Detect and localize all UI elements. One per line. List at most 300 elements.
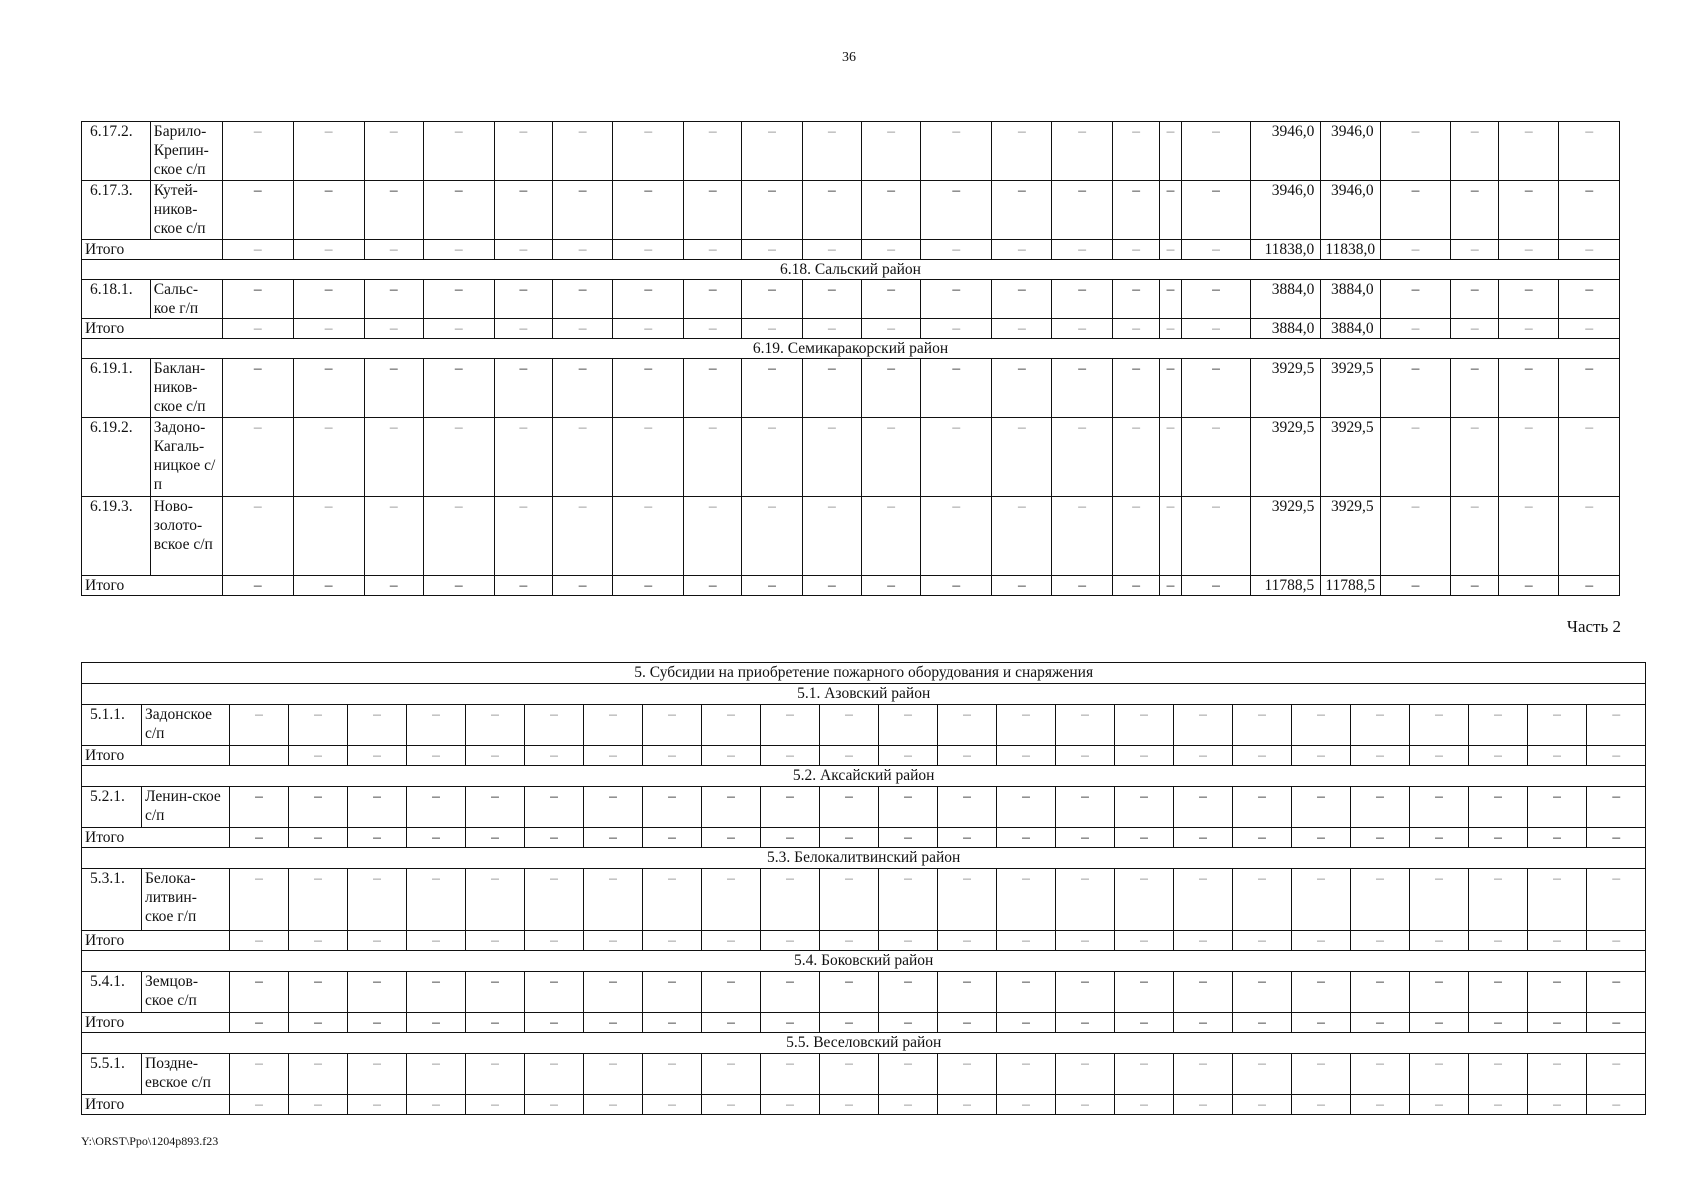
value-cell: 3929,5 (1251, 359, 1321, 418)
empty-dash-cell: – (1559, 576, 1620, 596)
empty-dash-cell: – (820, 869, 879, 931)
empty-dash-cell: – (1380, 319, 1451, 339)
empty-dash-cell: – (494, 122, 552, 181)
empty-dash-cell: – (348, 1013, 407, 1033)
empty-dash-cell: – (820, 972, 879, 1013)
empty-dash-cell: – (1292, 787, 1351, 828)
empty-dash-cell: – (289, 972, 348, 1013)
empty-dash-cell: – (1056, 787, 1115, 828)
empty-dash-cell: – (289, 746, 348, 766)
table-row (82, 359, 1620, 418)
empty-dash-cell: – (742, 181, 802, 240)
empty-dash-cell: – (230, 1095, 289, 1115)
empty-dash-cell: – (613, 240, 684, 260)
empty-dash-cell: – (1115, 972, 1174, 1013)
empty-dash-cell: – (992, 418, 1052, 497)
empty-dash-cell: – (742, 280, 802, 319)
empty-dash-cell: – (364, 122, 423, 181)
empty-dash-cell: – (802, 181, 861, 240)
empty-dash-cell: – (1587, 828, 1646, 848)
empty-dash-cell: – (643, 869, 702, 931)
empty-dash-cell: – (1056, 1054, 1115, 1095)
empty-dash-cell: – (466, 931, 525, 951)
empty-dash-cell: – (1451, 359, 1499, 418)
empty-dash-cell: – (1112, 576, 1160, 596)
empty-dash-cell: – (997, 972, 1056, 1013)
empty-dash-cell: – (348, 931, 407, 951)
empty-dash-cell: – (1115, 787, 1174, 828)
row-name: Задонское с/п (142, 705, 230, 746)
empty-dash-cell: – (1410, 705, 1469, 746)
section-title: 5.3. Белокалитвинский район (82, 848, 1646, 869)
value-cell: 11838,0 (1321, 240, 1380, 260)
empty-dash-cell: – (1052, 240, 1112, 260)
empty-dash-cell: – (921, 240, 992, 260)
empty-dash-cell: – (1380, 280, 1451, 319)
row-name: Ново-золото-вское с/п (150, 497, 222, 576)
empty-dash-cell: – (702, 931, 761, 951)
empty-dash-cell: – (1233, 746, 1292, 766)
empty-dash-cell: – (802, 576, 861, 596)
empty-dash-cell: – (1160, 181, 1181, 240)
empty-dash-cell: – (938, 1013, 997, 1033)
empty-dash-cell: – (364, 280, 423, 319)
empty-dash-cell: – (861, 181, 920, 240)
empty-dash-cell: – (1499, 240, 1559, 260)
empty-dash-cell: – (761, 931, 820, 951)
empty-dash-cell: – (742, 418, 802, 497)
empty-dash-cell: – (938, 972, 997, 1013)
empty-dash-cell: – (1174, 869, 1233, 931)
empty-dash-cell: – (1115, 1095, 1174, 1115)
empty-dash-cell: – (525, 931, 584, 951)
empty-dash-cell: – (1410, 869, 1469, 931)
empty-dash-cell: – (423, 240, 494, 260)
empty-dash-cell: – (1052, 418, 1112, 497)
empty-dash-cell: – (643, 1054, 702, 1095)
empty-dash-cell: – (1233, 705, 1292, 746)
section-title: 6.19. Семикаракорский район (82, 339, 1620, 359)
empty-dash-cell: – (348, 972, 407, 1013)
empty-dash-cell: – (938, 705, 997, 746)
empty-dash-cell: – (1174, 1054, 1233, 1095)
empty-dash-cell: – (761, 828, 820, 848)
empty-dash-cell: – (643, 972, 702, 1013)
empty-dash-cell: – (1174, 705, 1233, 746)
empty-dash-cell: – (802, 240, 861, 260)
empty-dash-cell: – (407, 1054, 466, 1095)
empty-dash-cell: – (1351, 787, 1410, 828)
empty-dash-cell: – (584, 746, 643, 766)
empty-dash-cell: – (1292, 1013, 1351, 1033)
empty-dash-cell: – (584, 1095, 643, 1115)
empty-dash-cell: – (1451, 280, 1499, 319)
empty-dash-cell: – (1112, 280, 1160, 319)
empty-dash-cell: – (1410, 787, 1469, 828)
empty-dash-cell: – (525, 828, 584, 848)
total-row (82, 1095, 1646, 1115)
empty-dash-cell: – (289, 931, 348, 951)
empty-dash-cell: – (1056, 1013, 1115, 1033)
empty-dash-cell: – (613, 418, 684, 497)
empty-dash-cell: – (222, 280, 293, 319)
empty-dash-cell: – (1056, 931, 1115, 951)
value-cell: 3946,0 (1251, 181, 1321, 240)
empty-dash-cell: – (289, 1054, 348, 1095)
value-cell: 3929,5 (1321, 418, 1380, 497)
empty-dash-cell: – (1112, 181, 1160, 240)
table-row (82, 972, 1646, 1013)
section-header-row (82, 339, 1620, 359)
row-code: 5.1.1. (82, 705, 142, 746)
empty-dash-cell: – (222, 240, 293, 260)
empty-dash-cell: – (1174, 1095, 1233, 1115)
empty-dash-cell: – (1233, 931, 1292, 951)
empty-dash-cell: – (1052, 319, 1112, 339)
empty-dash-cell: – (1160, 576, 1181, 596)
empty-dash-cell: – (222, 181, 293, 240)
total-label: Итого (82, 240, 223, 260)
row-name: Поздне-евское с/п (142, 1054, 230, 1095)
empty-dash-cell: – (861, 319, 920, 339)
empty-dash-cell: – (1559, 497, 1620, 576)
empty-dash-cell: – (997, 869, 1056, 931)
empty-dash-cell: – (1052, 280, 1112, 319)
empty-dash-cell: – (1380, 359, 1451, 418)
empty-dash-cell: – (761, 705, 820, 746)
empty-dash-cell: – (1351, 828, 1410, 848)
empty-dash-cell: – (1528, 787, 1587, 828)
row-name: Земцов-ское с/п (142, 972, 230, 1013)
empty-dash-cell: – (1559, 240, 1620, 260)
empty-dash-cell: – (742, 576, 802, 596)
empty-dash-cell: – (861, 280, 920, 319)
empty-dash-cell: – (289, 787, 348, 828)
empty-dash-cell: – (1174, 972, 1233, 1013)
empty-dash-cell: – (466, 787, 525, 828)
empty-dash-cell: – (1499, 280, 1559, 319)
empty-dash-cell: – (820, 1013, 879, 1033)
empty-dash-cell: – (466, 972, 525, 1013)
empty-dash-cell: – (289, 1013, 348, 1033)
empty-dash-cell: – (938, 1095, 997, 1115)
section-header-row (82, 260, 1620, 280)
empty-dash-cell: – (997, 787, 1056, 828)
empty-dash-cell: – (761, 787, 820, 828)
empty-dash-cell: – (1052, 181, 1112, 240)
empty-dash-cell: – (1292, 1095, 1351, 1115)
total-row (82, 319, 1620, 339)
empty-dash-cell: – (1469, 787, 1528, 828)
row-code: 6.17.3. (82, 181, 151, 240)
empty-dash-cell: – (1181, 319, 1251, 339)
empty-dash-cell: – (1181, 418, 1251, 497)
value-cell: 11788,5 (1251, 576, 1321, 596)
empty-dash-cell: – (1587, 931, 1646, 951)
empty-dash-cell: – (552, 240, 612, 260)
empty-dash-cell: – (879, 828, 938, 848)
empty-dash-cell: – (552, 319, 612, 339)
table-part-1 (81, 121, 1620, 596)
empty-dash-cell: – (525, 869, 584, 931)
empty-dash-cell: – (820, 1054, 879, 1095)
empty-dash-cell: – (1587, 705, 1646, 746)
empty-dash-cell: – (1380, 122, 1451, 181)
table-row (82, 181, 1620, 240)
empty-dash-cell: – (643, 1013, 702, 1033)
empty-dash-cell: – (1469, 705, 1528, 746)
table-row (82, 497, 1620, 576)
empty-dash-cell: – (364, 181, 423, 240)
empty-dash-cell: – (820, 1095, 879, 1115)
empty-dash-cell: – (407, 931, 466, 951)
empty-dash-cell: – (1052, 576, 1112, 596)
empty-dash-cell: – (230, 787, 289, 828)
empty-dash-cell: – (613, 122, 684, 181)
empty-dash-cell: – (1112, 418, 1160, 497)
empty-dash-cell: – (1451, 319, 1499, 339)
empty-dash-cell: – (552, 122, 612, 181)
empty-dash-cell: – (997, 1095, 1056, 1115)
empty-dash-cell: – (1233, 1095, 1292, 1115)
value-cell: 3884,0 (1321, 280, 1380, 319)
empty-dash-cell: – (423, 319, 494, 339)
row-code: 5.4.1. (82, 972, 142, 1013)
empty-dash-cell: – (1174, 828, 1233, 848)
empty-dash-cell: – (761, 869, 820, 931)
section-header-row (82, 848, 1646, 869)
empty-dash-cell: – (997, 705, 1056, 746)
empty-dash-cell: – (348, 746, 407, 766)
empty-dash-cell: – (1451, 240, 1499, 260)
empty-dash-cell: – (1056, 869, 1115, 931)
empty-dash-cell: – (1181, 122, 1251, 181)
empty-dash-cell: – (348, 787, 407, 828)
empty-dash-cell: – (684, 280, 742, 319)
empty-dash-cell: – (293, 181, 364, 240)
empty-dash-cell: – (921, 181, 992, 240)
empty-dash-cell: – (230, 972, 289, 1013)
empty-dash-cell: – (423, 280, 494, 319)
empty-dash-cell: – (613, 359, 684, 418)
empty-dash-cell: – (861, 122, 920, 181)
empty-dash-cell: – (1292, 705, 1351, 746)
empty-dash-cell: – (1056, 828, 1115, 848)
empty-dash-cell: – (1115, 1054, 1174, 1095)
empty-dash-cell: – (1160, 280, 1181, 319)
empty-dash-cell: – (494, 240, 552, 260)
row-name: Баклан-ников-ское с/п (150, 359, 222, 418)
empty-dash-cell: – (992, 122, 1052, 181)
empty-dash-cell: – (1160, 240, 1181, 260)
empty-dash-cell: – (348, 1054, 407, 1095)
empty-dash-cell: – (1052, 359, 1112, 418)
empty-dash-cell: – (494, 418, 552, 497)
empty-dash-cell: – (293, 418, 364, 497)
total-label: Итого (82, 931, 230, 951)
row-name: Ленин-ское с/п (142, 787, 230, 828)
empty-dash-cell: – (879, 1054, 938, 1095)
empty-dash-cell: – (584, 869, 643, 931)
empty-dash-cell: – (1499, 122, 1559, 181)
empty-dash-cell: – (494, 319, 552, 339)
empty-dash-cell: – (466, 869, 525, 931)
empty-dash-cell: – (466, 1095, 525, 1115)
empty-dash-cell: – (992, 497, 1052, 576)
empty-dash-cell: – (293, 319, 364, 339)
empty-dash-cell: – (1469, 972, 1528, 1013)
empty-dash-cell: – (820, 787, 879, 828)
empty-dash-cell: – (494, 359, 552, 418)
empty-dash-cell: – (742, 359, 802, 418)
empty-dash-cell: – (742, 122, 802, 181)
empty-dash-cell: – (1499, 181, 1559, 240)
empty-dash-cell: – (921, 122, 992, 181)
value-cell: 3946,0 (1321, 181, 1380, 240)
page-number: 36 (842, 50, 856, 65)
empty-dash-cell: – (293, 122, 364, 181)
value-cell: 3884,0 (1251, 280, 1321, 319)
empty-dash-cell: – (1410, 972, 1469, 1013)
empty-dash-cell: – (992, 576, 1052, 596)
empty-dash-cell: – (364, 418, 423, 497)
value-cell: 3946,0 (1251, 122, 1321, 181)
empty-dash-cell: – (293, 359, 364, 418)
empty-dash-cell: – (861, 497, 920, 576)
empty-dash-cell: – (289, 705, 348, 746)
empty-dash-cell: – (407, 972, 466, 1013)
empty-dash-cell: – (742, 319, 802, 339)
row-code: 6.19.2. (82, 418, 151, 497)
empty-dash-cell: – (702, 828, 761, 848)
table-row (82, 787, 1646, 828)
empty-dash-cell: – (584, 828, 643, 848)
empty-dash-cell: – (643, 931, 702, 951)
empty-dash-cell: – (1528, 746, 1587, 766)
empty-dash-cell: – (466, 1054, 525, 1095)
empty-dash-cell: – (761, 972, 820, 1013)
empty-dash-cell: – (1587, 1013, 1646, 1033)
empty-dash-cell: – (1115, 1013, 1174, 1033)
total-label: Итого (82, 1095, 230, 1115)
empty-dash-cell: – (613, 319, 684, 339)
empty-dash-cell: – (525, 787, 584, 828)
empty-dash-cell: – (1292, 828, 1351, 848)
empty-dash-cell: – (1292, 972, 1351, 1013)
empty-dash-cell: – (992, 181, 1052, 240)
empty-dash-cell: – (1528, 972, 1587, 1013)
empty-dash-cell: – (1112, 240, 1160, 260)
table-row (82, 869, 1646, 931)
total-label: Итого (82, 576, 223, 596)
empty-dash-cell: – (1112, 122, 1160, 181)
value-cell: 3929,5 (1321, 497, 1380, 576)
empty-dash-cell: – (1112, 319, 1160, 339)
empty-dash-cell: – (1528, 869, 1587, 931)
empty-dash-cell: – (921, 359, 992, 418)
empty-dash-cell: – (584, 972, 643, 1013)
empty-dash-cell: – (348, 869, 407, 931)
empty-dash-cell: – (1233, 787, 1292, 828)
total-row (82, 746, 1646, 766)
section-header-row (82, 766, 1646, 787)
section-header-row (82, 951, 1646, 972)
row-code: 6.17.2. (82, 122, 151, 181)
empty-dash-cell: – (861, 240, 920, 260)
empty-dash-cell: – (802, 418, 861, 497)
empty-dash-cell: – (879, 1095, 938, 1115)
empty-dash-cell: – (494, 280, 552, 319)
empty-dash-cell: – (423, 576, 494, 596)
empty-dash-cell: – (364, 319, 423, 339)
empty-dash-cell: – (992, 319, 1052, 339)
empty-dash-cell: – (1233, 1054, 1292, 1095)
empty-dash-cell: – (423, 359, 494, 418)
empty-dash-cell: – (1233, 828, 1292, 848)
value-cell: 3946,0 (1321, 122, 1380, 181)
empty-dash-cell: – (1181, 240, 1251, 260)
empty-dash-cell: – (525, 746, 584, 766)
empty-dash-cell: – (1233, 869, 1292, 931)
empty-dash-cell: – (1528, 1054, 1587, 1095)
total-label: Итого (82, 828, 230, 848)
section-header-row (82, 684, 1646, 705)
empty-dash-cell: – (1559, 359, 1620, 418)
empty-dash-cell: – (1112, 497, 1160, 576)
empty-dash-cell: – (879, 787, 938, 828)
empty-dash-cell: – (643, 787, 702, 828)
empty-dash-cell: – (1528, 1095, 1587, 1115)
empty-dash-cell: – (997, 746, 1056, 766)
empty-dash-cell: – (992, 240, 1052, 260)
empty-dash-cell: – (1587, 746, 1646, 766)
total-row (82, 240, 1620, 260)
empty-dash-cell: – (879, 869, 938, 931)
row-name: Белока-литвин-ское г/п (142, 869, 230, 931)
empty-dash-cell: – (1115, 869, 1174, 931)
empty-dash-cell: – (552, 576, 612, 596)
empty-dash-cell: – (702, 746, 761, 766)
empty-dash-cell: – (552, 359, 612, 418)
empty-dash-cell: – (423, 122, 494, 181)
empty-dash-cell: – (1174, 746, 1233, 766)
empty-dash-cell: – (1160, 122, 1181, 181)
empty-dash-cell: – (584, 787, 643, 828)
empty-dash-cell: – (613, 576, 684, 596)
empty-dash-cell: – (684, 319, 742, 339)
value-cell: 11788,5 (1321, 576, 1380, 596)
empty-dash-cell: – (1469, 828, 1528, 848)
empty-dash-cell: – (1052, 122, 1112, 181)
total-row (82, 576, 1620, 596)
row-name: Барило-Крепин-ское с/п (150, 122, 222, 181)
empty-dash-cell: – (494, 497, 552, 576)
row-name: Сальс-кое г/п (150, 280, 222, 319)
empty-dash-cell: – (525, 1054, 584, 1095)
value-cell: 11838,0 (1251, 240, 1321, 260)
empty-dash-cell: – (1351, 931, 1410, 951)
empty-dash-cell: – (293, 280, 364, 319)
empty-dash-cell: – (1351, 869, 1410, 931)
empty-dash-cell: – (364, 497, 423, 576)
empty-dash-cell: – (1528, 931, 1587, 951)
empty-dash-cell: – (702, 1095, 761, 1115)
empty-dash-cell: – (613, 181, 684, 240)
empty-dash-cell: – (1292, 1054, 1351, 1095)
empty-dash-cell: – (230, 828, 289, 848)
value-cell: 3884,0 (1251, 319, 1321, 339)
empty-dash-cell: – (1181, 280, 1251, 319)
